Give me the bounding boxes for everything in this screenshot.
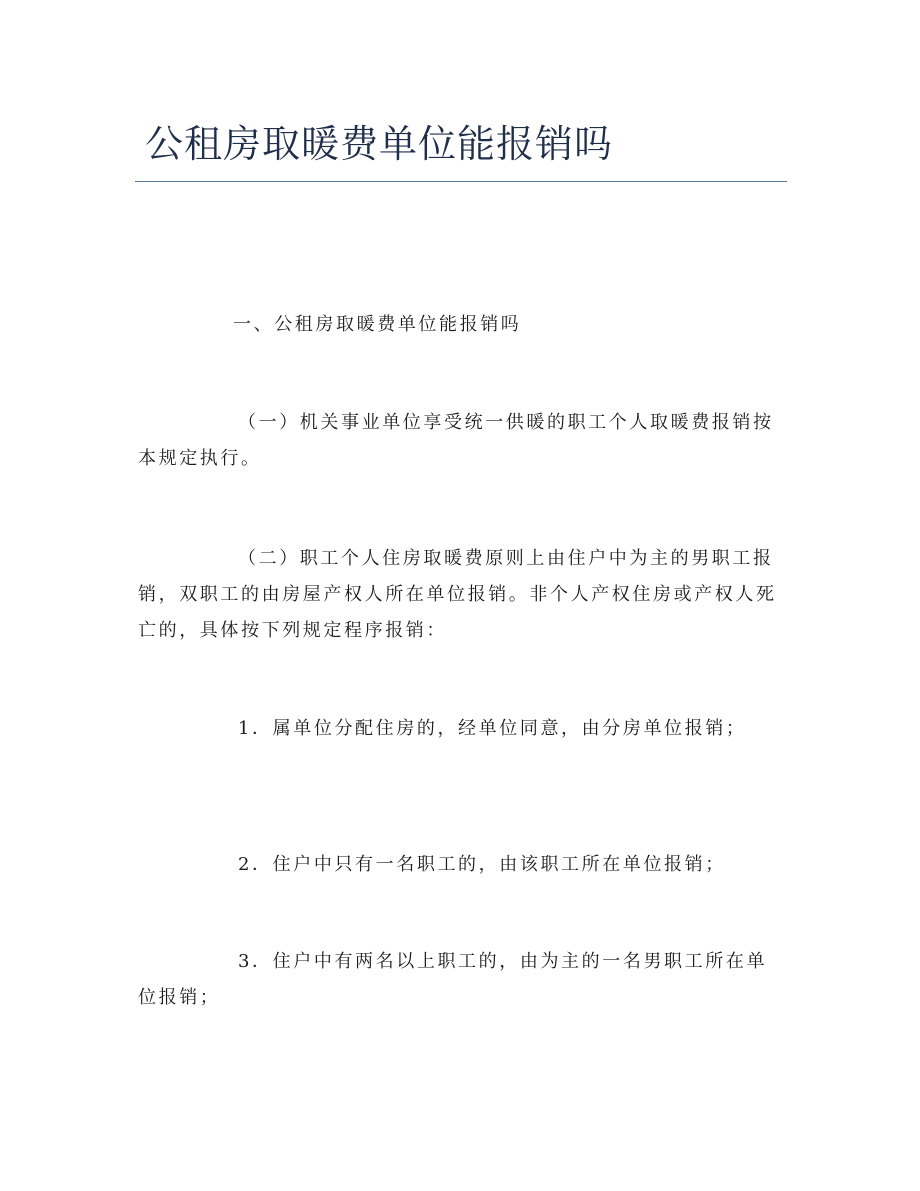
paragraph-1: （一）机关事业单位享受统一供暖的职工个人取暖费报销按本规定执行。 <box>138 412 774 469</box>
list-item-1: 1．属单位分配住房的，经单位同意，由分房单位报销； <box>238 718 747 739</box>
section-heading: 一、公租房取暖费单位能报销吗 <box>233 314 522 335</box>
list-item-2: 2．住户中只有一名职工的，由该职工所在单位报销； <box>238 854 726 875</box>
list-item-3: 3．住户中有两名以上职工的，由为主的一名男职工所在单位报销； <box>138 951 768 1008</box>
title-divider <box>135 181 787 182</box>
paragraph-2: （二）职工个人住房取暖费原则上由住户中为主的男职工报销，双职工的由房屋产权人所在单位报销。非个人产权住房或产权人死亡的，具体按下列规定程序报销： <box>138 548 777 641</box>
document-title: 公租房取暖费单位能报销吗 <box>145 122 614 166</box>
